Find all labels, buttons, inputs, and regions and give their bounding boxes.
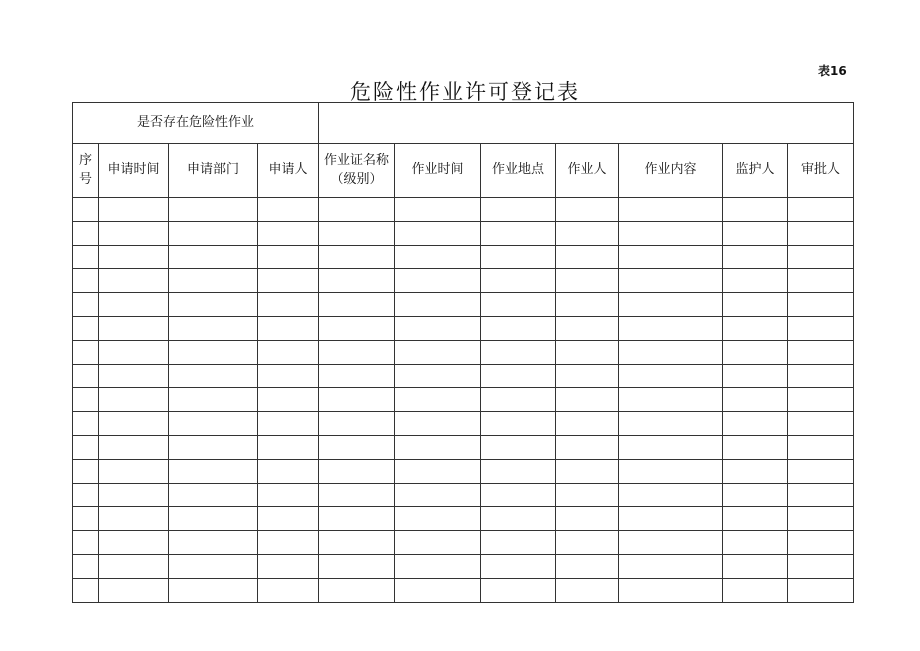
cell-seq[interactable] [73,340,99,364]
cell-worker[interactable] [556,554,619,578]
header-work-content: 作业内容 [619,144,723,198]
cell-worker[interactable] [556,507,619,531]
cell-applicant[interactable] [258,340,319,364]
cell-work-place[interactable] [481,221,556,245]
table-row [73,316,854,340]
cell-apply-dept[interactable] [169,198,258,222]
cell-guardian[interactable] [723,459,788,483]
cell-worker[interactable] [556,340,619,364]
cell-work-time[interactable] [395,245,481,269]
cell-apply-time[interactable] [99,388,169,412]
cell-apply-dept[interactable] [169,531,258,555]
cell-apply-time[interactable] [99,198,169,222]
cell-approver[interactable] [788,316,854,340]
cell-guardian[interactable] [723,531,788,555]
registration-table [72,102,854,603]
page-title: 危险性作业许可登记表 [350,80,580,104]
cell-apply-time[interactable] [99,269,169,293]
header-seq-line1: 序 [78,152,92,168]
cell-guardian[interactable] [723,340,788,364]
cell-apply-dept[interactable] [169,554,258,578]
cell-approver[interactable] [788,364,854,388]
cell-approver[interactable] [788,245,854,269]
table-row [73,245,854,269]
cell-work-place[interactable] [481,316,556,340]
header-apply-time: 申请时间 [99,144,169,198]
cell-worker[interactable] [556,293,619,317]
cell-approver[interactable] [788,388,854,412]
cell-applicant[interactable] [258,269,319,293]
cell-cert-name[interactable] [319,293,395,317]
cell-apply-time[interactable] [99,364,169,388]
cell-applicant[interactable] [258,483,319,507]
cell-applicant[interactable] [258,554,319,578]
cell-applicant[interactable] [258,507,319,531]
cell-work-time[interactable] [395,578,481,602]
cell-guardian[interactable] [723,245,788,269]
table-row [73,221,854,245]
cell-apply-dept[interactable] [169,507,258,531]
cell-work-time[interactable] [395,340,481,364]
cell-approver[interactable] [788,459,854,483]
cell-guardian[interactable] [723,578,788,602]
cell-seq[interactable] [73,554,99,578]
cell-work-time[interactable] [395,435,481,459]
cell-guardian[interactable] [723,316,788,340]
cell-seq[interactable] [73,293,99,317]
header-approver: 审批人 [788,144,854,198]
cell-apply-dept[interactable] [169,483,258,507]
cell-work-time[interactable] [395,554,481,578]
cell-cert-name[interactable] [319,340,395,364]
cell-work-time[interactable] [395,483,481,507]
cell-work-content[interactable] [619,412,723,436]
cell-work-place[interactable] [481,269,556,293]
cell-worker[interactable] [556,459,619,483]
header-cert-line1: 作业证名称 [324,152,390,168]
cell-apply-time[interactable] [99,531,169,555]
cell-guardian[interactable] [723,412,788,436]
cell-apply-time[interactable] [99,554,169,578]
cell-apply-time[interactable] [99,483,169,507]
cell-work-time[interactable] [395,269,481,293]
header-worker: 作业人 [556,144,619,198]
cell-applicant[interactable] [258,412,319,436]
cell-work-time[interactable] [395,531,481,555]
table-row [73,388,854,412]
cell-apply-time[interactable] [99,340,169,364]
cell-apply-dept[interactable] [169,269,258,293]
cell-approver[interactable] [788,507,854,531]
table-row [73,293,854,317]
cell-guardian[interactable] [723,507,788,531]
cell-applicant[interactable] [258,245,319,269]
cell-work-time[interactable] [395,459,481,483]
cell-seq[interactable] [73,269,99,293]
cell-work-place[interactable] [481,293,556,317]
cell-applicant[interactable] [258,198,319,222]
cell-worker[interactable] [556,269,619,293]
cell-work-content[interactable] [619,269,723,293]
cell-work-time[interactable] [395,293,481,317]
cell-work-content[interactable] [619,578,723,602]
cell-apply-dept[interactable] [169,459,258,483]
cell-work-content[interactable] [619,483,723,507]
cell-cert-name[interactable] [319,554,395,578]
cell-seq[interactable] [73,245,99,269]
cell-seq[interactable] [73,531,99,555]
cell-cert-name[interactable] [319,435,395,459]
hazard-question-cell: 是否存在危险性作业 [73,103,319,144]
cell-worker[interactable] [556,412,619,436]
cell-cert-name[interactable] [319,388,395,412]
cell-apply-time[interactable] [99,435,169,459]
cell-applicant[interactable] [258,435,319,459]
cell-work-place[interactable] [481,507,556,531]
cell-guardian[interactable] [723,198,788,222]
cell-guardian[interactable] [723,221,788,245]
cell-apply-time[interactable] [99,459,169,483]
cell-cert-name[interactable] [319,531,395,555]
cell-cert-name[interactable] [319,412,395,436]
cell-applicant[interactable] [258,316,319,340]
cell-work-content[interactable] [619,245,723,269]
cell-work-place[interactable] [481,412,556,436]
cell-worker[interactable] [556,245,619,269]
cell-applicant[interactable] [258,578,319,602]
cell-cert-name[interactable] [319,364,395,388]
header-row [73,144,854,198]
cell-work-content[interactable] [619,507,723,531]
cell-work-place[interactable] [481,459,556,483]
cell-worker[interactable] [556,483,619,507]
cell-work-content[interactable] [619,364,723,388]
cell-apply-time[interactable] [99,221,169,245]
cell-guardian[interactable] [723,269,788,293]
cell-applicant[interactable] [258,388,319,412]
table-row [73,269,854,293]
cell-seq[interactable] [73,316,99,340]
cell-guardian[interactable] [723,293,788,317]
table-row [73,435,854,459]
cell-approver[interactable] [788,435,854,459]
cell-work-time[interactable] [395,198,481,222]
cell-cert-name[interactable] [319,316,395,340]
cell-approver[interactable] [788,340,854,364]
cell-guardian[interactable] [723,388,788,412]
cell-approver[interactable] [788,269,854,293]
cell-seq[interactable] [73,507,99,531]
cell-approver[interactable] [788,578,854,602]
cell-work-place[interactable] [481,578,556,602]
cell-guardian[interactable] [723,554,788,578]
header-seq-line2: 号 [78,171,92,187]
header-applicant: 申请人 [258,144,319,198]
cell-cert-name[interactable] [319,507,395,531]
cell-work-content[interactable] [619,554,723,578]
cell-worker[interactable] [556,435,619,459]
table-row [73,554,854,578]
cell-cert-name[interactable] [319,221,395,245]
table-row [73,578,854,602]
cell-apply-dept[interactable] [169,388,258,412]
table-row [73,340,854,364]
header-work-place: 作业地点 [481,144,556,198]
cell-seq[interactable] [73,221,99,245]
cell-seq[interactable] [73,412,99,436]
cell-work-time[interactable] [395,412,481,436]
header-seq [73,144,99,198]
cell-work-content[interactable] [619,435,723,459]
cell-cert-name[interactable] [319,198,395,222]
cell-work-place[interactable] [481,388,556,412]
cell-work-content[interactable] [619,340,723,364]
cell-apply-time[interactable] [99,293,169,317]
cell-apply-dept[interactable] [169,245,258,269]
table-row [73,364,854,388]
cell-work-content[interactable] [619,531,723,555]
cell-apply-dept[interactable] [169,293,258,317]
cell-worker[interactable] [556,578,619,602]
table-row [73,483,854,507]
table-row [73,531,854,555]
header-apply-dept: 申请部门 [169,144,258,198]
cell-worker[interactable] [556,531,619,555]
cell-work-time[interactable] [395,316,481,340]
cell-seq[interactable] [73,198,99,222]
cell-cert-name[interactable] [319,245,395,269]
cell-worker[interactable] [556,316,619,340]
cell-seq[interactable] [73,459,99,483]
cell-work-content[interactable] [619,388,723,412]
cell-seq[interactable] [73,483,99,507]
cell-approver[interactable] [788,221,854,245]
cell-work-time[interactable] [395,507,481,531]
cell-work-place[interactable] [481,554,556,578]
cell-work-place[interactable] [481,340,556,364]
cell-approver[interactable] [788,293,854,317]
cell-cert-name[interactable] [319,459,395,483]
table-row [73,198,854,222]
cell-apply-dept[interactable] [169,364,258,388]
cell-apply-time[interactable] [99,316,169,340]
hazard-row [73,103,854,144]
cell-work-content[interactable] [619,198,723,222]
hazard-answer-cell[interactable] [319,103,854,144]
cell-worker[interactable] [556,388,619,412]
cell-work-place[interactable] [481,483,556,507]
cell-apply-time[interactable] [99,412,169,436]
cell-approver[interactable] [788,483,854,507]
cell-applicant[interactable] [258,531,319,555]
header-cert-name [319,144,395,198]
cell-apply-dept[interactable] [169,340,258,364]
cell-worker[interactable] [556,364,619,388]
header-work-time: 作业时间 [395,144,481,198]
cell-seq[interactable] [73,578,99,602]
cell-work-time[interactable] [395,388,481,412]
cell-work-place[interactable] [481,198,556,222]
cell-approver[interactable] [788,412,854,436]
cell-worker[interactable] [556,221,619,245]
cell-approver[interactable] [788,198,854,222]
cell-apply-dept[interactable] [169,435,258,459]
table-row [73,459,854,483]
cell-work-place[interactable] [481,245,556,269]
cell-guardian[interactable] [723,483,788,507]
cell-apply-time[interactable] [99,578,169,602]
cell-apply-dept[interactable] [169,412,258,436]
cell-work-content[interactable] [619,316,723,340]
cell-approver[interactable] [788,554,854,578]
cell-seq[interactable] [73,364,99,388]
cell-applicant[interactable] [258,221,319,245]
cell-seq[interactable] [73,388,99,412]
cell-work-place[interactable] [481,531,556,555]
header-cert-line2: （级别） [330,171,383,187]
table-row [73,507,854,531]
cell-apply-dept[interactable] [169,221,258,245]
cell-work-time[interactable] [395,364,481,388]
cell-apply-dept[interactable] [169,578,258,602]
cell-guardian[interactable] [723,435,788,459]
cell-apply-dept[interactable] [169,316,258,340]
cell-cert-name[interactable] [319,578,395,602]
cell-seq[interactable] [73,435,99,459]
cell-applicant[interactable] [258,459,319,483]
cell-work-content[interactable] [619,459,723,483]
cell-apply-time[interactable] [99,245,169,269]
header-guardian: 监护人 [723,144,788,198]
cell-applicant[interactable] [258,364,319,388]
table-number: 表16 [818,64,847,78]
cell-guardian[interactable] [723,364,788,388]
cell-cert-name[interactable] [319,483,395,507]
cell-worker[interactable] [556,198,619,222]
cell-cert-name[interactable] [319,269,395,293]
cell-work-place[interactable] [481,364,556,388]
cell-apply-time[interactable] [99,507,169,531]
cell-work-time[interactable] [395,221,481,245]
table-row [73,412,854,436]
cell-approver[interactable] [788,531,854,555]
cell-applicant[interactable] [258,293,319,317]
cell-work-place[interactable] [481,435,556,459]
cell-work-content[interactable] [619,221,723,245]
cell-work-content[interactable] [619,293,723,317]
table-body [73,103,854,603]
